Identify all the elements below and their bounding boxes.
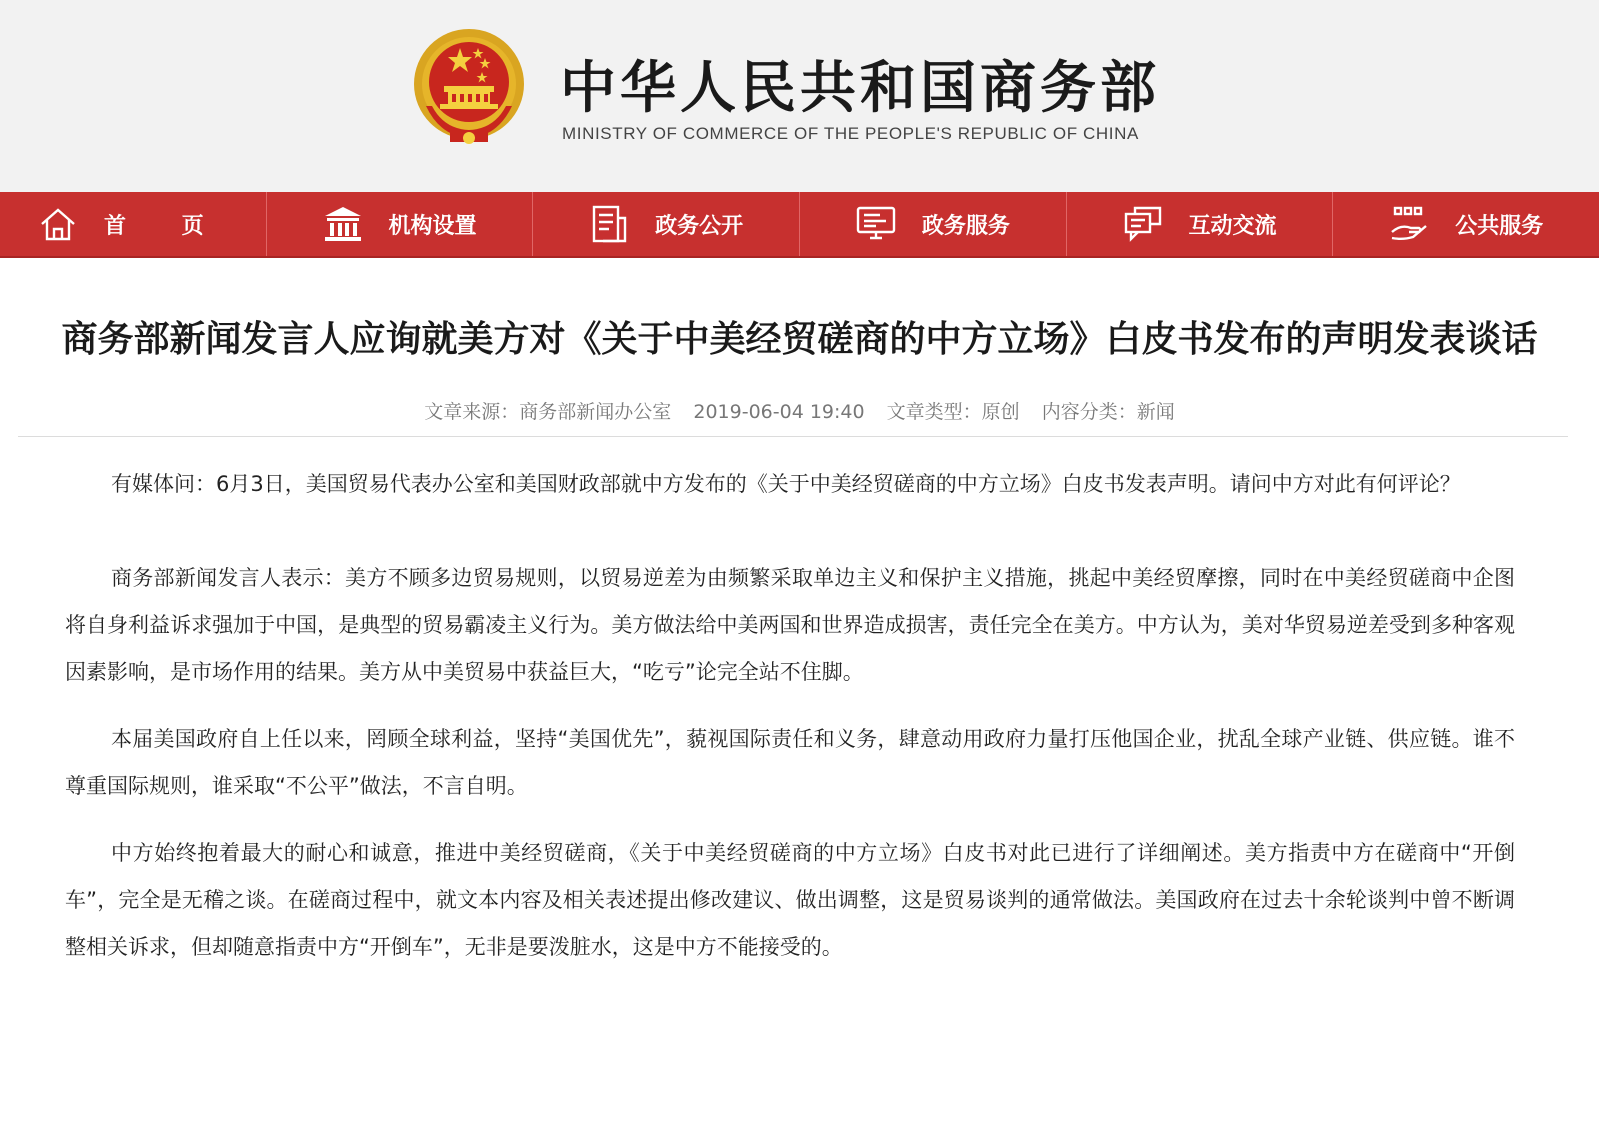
nav-label: 首 页 (104, 213, 228, 239)
meta-type: 文章类型：原创 (886, 401, 1020, 423)
nav-item-public-services[interactable] (1333, 192, 1599, 256)
paragraph: 中方始终抱着最大的耐心和诚意，推进中美经贸磋商，《关于中美经贸磋商的中方立场》白皮书对此已进行了详细阐述。美方指责中方在磋商中“开倒车”，完全是无稽之谈。在磋商过程中，就文本内容及相关表述提出修改建议、做出调整，这是贸易谈判的通常做法。美国政府在过去十余轮谈判中曾不断调整相关诉求，但却随意指责中方“开倒车”，无非是要泼脏水，这是中方不能接受的。 (65, 841, 1515, 959)
meta-category: 内容分类：新闻 (1041, 401, 1175, 423)
article-title: 商务部新闻发言人应询就美方对《关于中美经贸磋商的中方立场》白皮书发布的声明发表谈话 (61, 319, 1538, 360)
nav-label: 机构设置 (388, 213, 477, 239)
document-icon (589, 204, 629, 244)
article-body (65, 461, 1515, 971)
chat-icon (1123, 204, 1163, 244)
national-emblem-icon[interactable] (410, 26, 528, 148)
site-title[interactable]: 中华人民共和国商务部 (560, 56, 1160, 121)
hand-service-icon (1389, 204, 1429, 244)
nav-item-home[interactable] (0, 192, 267, 256)
main-nav (0, 192, 1599, 258)
article (0, 258, 1599, 971)
building-icon (323, 204, 363, 244)
nav-item-interaction[interactable] (1067, 192, 1334, 256)
nav-item-organization[interactable] (267, 192, 534, 256)
nav-label: 互动交流 (1188, 213, 1277, 239)
site-subtitle: MINISTRY OF COMMERCE OF THE PEOPLE'S REPUBLIC OF CHINA (562, 124, 1139, 143)
nav-item-gov-affairs[interactable] (533, 192, 800, 256)
meta-datetime: 2019-06-04 19:40 (693, 401, 865, 423)
nav-label: 公共服务 (1455, 213, 1544, 239)
monitor-icon (856, 204, 896, 244)
paragraph: 本届美国政府自上任以来，罔顾全球利益，坚持“美国优先”，藐视国际责任和义务，肆意动用政府力量打压他国企业，扰乱全球产业链、供应链。谁不尊重国际规则，谁采取“不公平”做法，不言自明。 (65, 727, 1515, 798)
nav-item-gov-services[interactable] (800, 192, 1067, 256)
divider (18, 436, 1568, 437)
nav-label: 政务公开 (655, 213, 744, 239)
meta-source: 文章来源：商务部新闻办公室 (424, 401, 672, 423)
paragraph: 有媒体问：6月3日，美国贸易代表办公室和美国财政部就中方发布的《关于中美经贸磋商的中方立场》白皮书发表声明。请问中方对此有何评论？ (111, 472, 1461, 496)
paragraph: 商务部新闻发言人表示：美方不顾多边贸易规则，以贸易逆差为由频繁采取单边主义和保护主义措施，挑起中美经贸摩擦，同时在中美经贸磋商中企图将自身利益诉求强加于中国，是典型的贸易霸凌主义行为。美方做法给中美两国和世界造成损害，责任完全在美方。中方认为，美对华贸易逆差受到多种客观因素影响，是市场作用的结果。美方从中美贸易中获益巨大，“吃亏”论完全站不住脚。 (65, 566, 1515, 684)
home-icon (38, 204, 78, 244)
nav-label: 政务服务 (921, 213, 1010, 239)
site-header (0, 0, 1599, 192)
article-meta (0, 397, 1599, 424)
